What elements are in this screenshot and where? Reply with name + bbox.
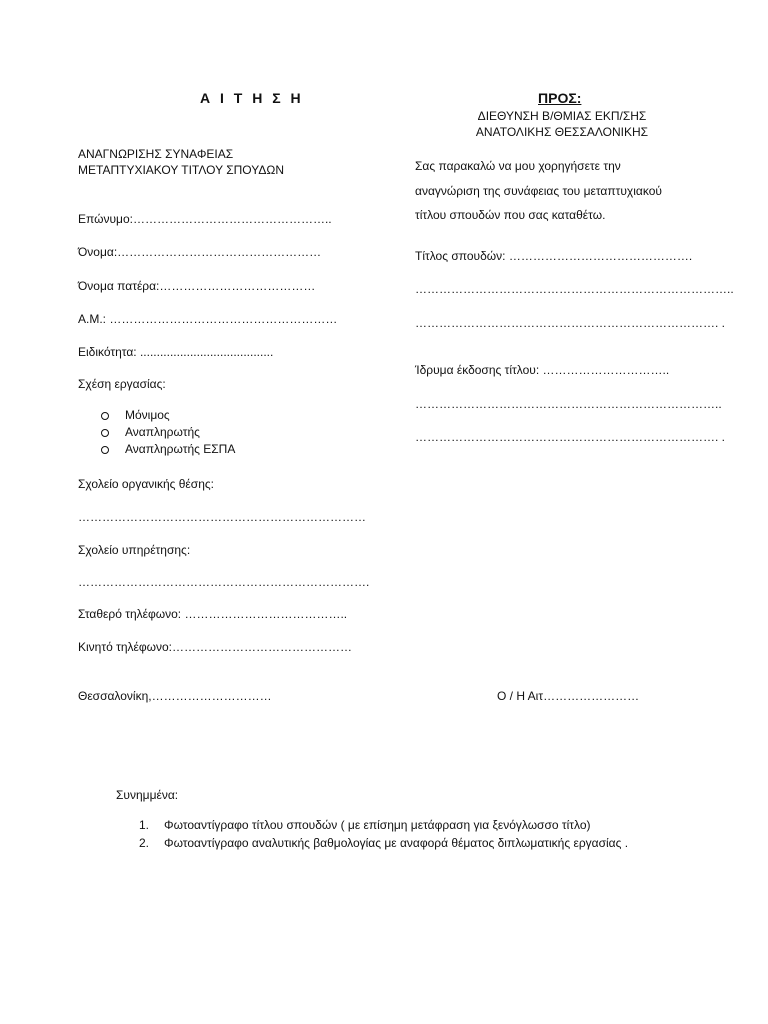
subject-line-1: ΑΝΑΓΝΩΡΙΣΗΣ ΣΥΝΑΦΕΙΑΣ <box>78 147 234 161</box>
work-relation-label: Σχέση εργασίας: <box>78 377 166 391</box>
registration-number-field: Α.Μ.: ………………………………………………… <box>78 312 338 326</box>
document-title: Α Ι Τ Η Σ Η <box>200 90 304 106</box>
work-relation-options <box>101 408 301 459</box>
circle-bullet-icon <box>101 429 109 437</box>
specialty-field: Ειδικότητα: ........................................ <box>78 345 274 359</box>
service-school-label: Σχολείο υπηρέτησης: <box>78 543 191 557</box>
attachments-list <box>139 817 679 853</box>
father-name-field: Όνομα πατέρα:………………………………… <box>78 279 316 293</box>
degree-title-line-2: …………………………………………………………………….. <box>415 282 734 296</box>
institution-line-2: ………………………………………………………………….. <box>415 397 722 411</box>
signature-field: Ο / Η Αιτ…………………… <box>497 689 640 703</box>
work-option-substitute-espa: Αναπληρωτής ΕΣΠΑ <box>101 442 301 459</box>
mobile-field: Κινητό τηλέφωνο:……………………………………… <box>78 640 353 654</box>
attachment-item: 1. Φωτοαντίγραφο τίτλου σπουδών ( με επίσημη μετάφραση για ξενόγλωσσο τίτλο) <box>139 818 591 832</box>
recipient-label: ΠΡΟΣ: <box>538 90 582 106</box>
institution-field: Ίδρυμα έκδοσης τίτλου: ………………………….. <box>415 363 670 377</box>
organic-school-label: Σχολείο οργανικής θέσης: <box>78 477 214 491</box>
landline-field: Σταθερό τηλέφωνο: ………………………………….. <box>78 607 348 621</box>
work-option-permanent: Μόνιμος <box>101 408 301 425</box>
request-line-1: Σας παρακαλώ να μου χορηγήσετε την <box>415 159 621 173</box>
recipient-line-1: ΔΙΕΘΥΝΣΗ Β/ΘΜΙΑΣ ΕΚΠ/ΣΗΣ <box>477 109 647 123</box>
name-field: Όνομα:…………………………………………… <box>78 245 322 259</box>
attachments-label: Συνημμένα: <box>116 788 179 802</box>
attachment-item: 2. Φωτοαντίγραφο αναλυτικής βαθμολογίας με αναφορά θέματος διπλωματικής εργασίας . <box>139 836 629 850</box>
service-school-line: ………………………………………………………………. <box>78 575 370 589</box>
degree-title-field: Τίτλος σπουδών: ………………………………………. <box>415 249 693 263</box>
place-date-field: Θεσσαλονίκη,………………………… <box>78 689 272 703</box>
surname-field: Επώνυμο:………………………………………….. <box>78 212 332 226</box>
request-line-3: τίτλου σπουδών που σας καταθέτω. <box>415 208 606 222</box>
circle-bullet-icon <box>101 412 109 420</box>
circle-bullet-icon <box>101 446 109 454</box>
institution-line-3: …………………………………………………………………. . <box>415 430 726 444</box>
recipient-line-2: ΑΝΑΤΟΛΙΚΗΣ ΘΕΣΣΑΛΟΝΙΚΗΣ <box>475 125 649 139</box>
request-line-2: αναγνώριση της συνάφειας του μεταπτυχιακού <box>415 184 662 198</box>
degree-title-line-3: …………………………………………………………………. . <box>415 316 726 330</box>
work-option-substitute: Αναπληρωτής <box>101 425 301 442</box>
organic-school-line: ……………………………………………………………… <box>78 510 366 524</box>
subject-line-2: ΜΕΤΑΠΤΥΧΙΑΚΟΥ ΤΙΤΛΟΥ ΣΠΟΥΔΩΝ <box>78 163 285 177</box>
